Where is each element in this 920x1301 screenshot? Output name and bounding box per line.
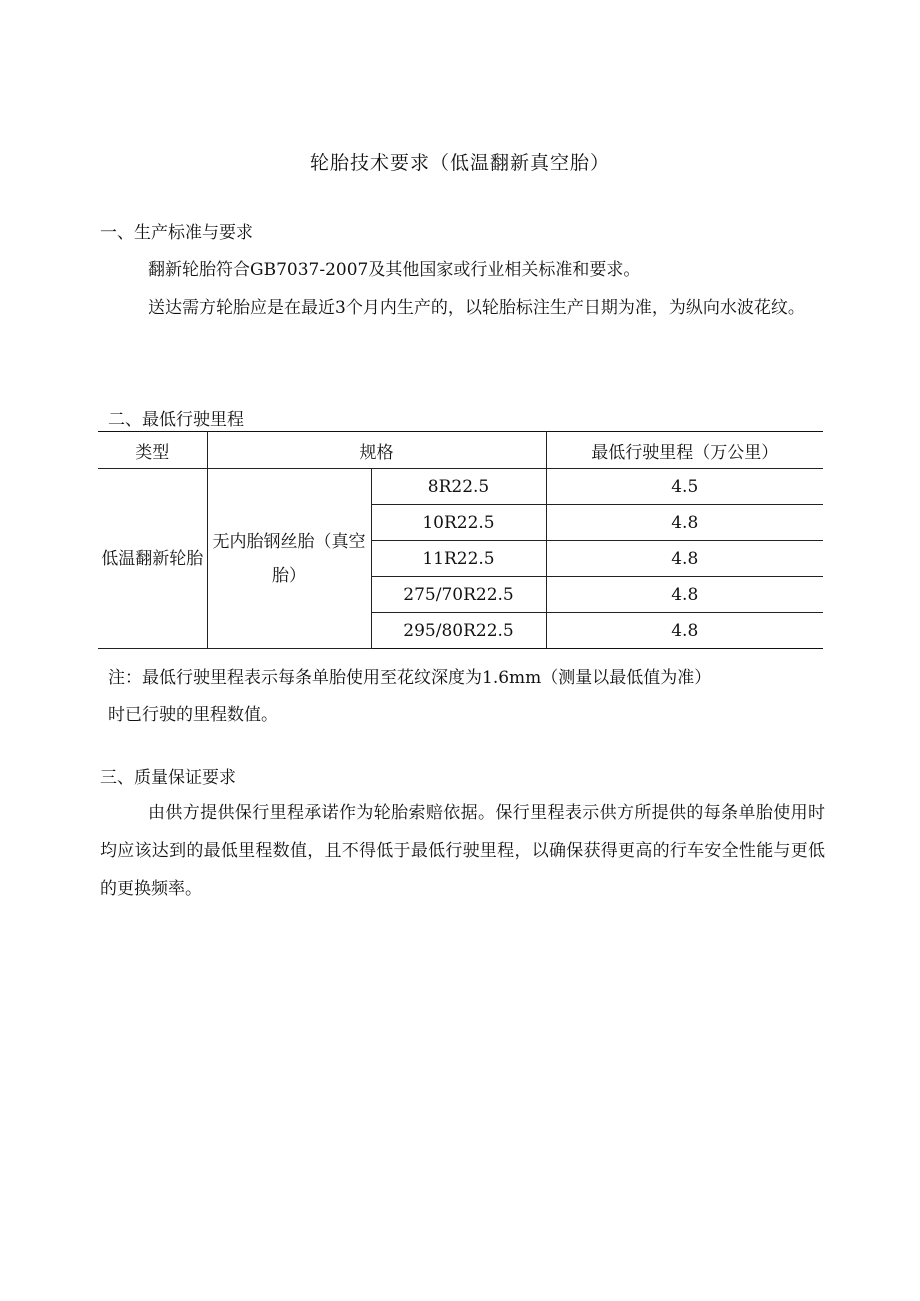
table-note-line2: 时已行驶的里程数值。: [108, 705, 278, 725]
cell-mileage: 4.8: [546, 541, 823, 577]
section2-heading: 二、最低行驶里程: [108, 410, 244, 430]
section1-heading: 一、生产标准与要求: [100, 223, 253, 243]
document-title: 轮胎技术要求（低温翻新真空胎）: [309, 152, 610, 174]
cell-mileage: 4.5: [546, 469, 823, 505]
header-type: 类型: [98, 432, 207, 469]
cell-size: 275/70R22.5: [371, 577, 546, 613]
cell-size: 11R22.5: [371, 541, 546, 577]
header-spec: 规格: [207, 432, 546, 469]
cell-type: 低温翻新轮胎: [98, 469, 207, 649]
table-note-line1: 注：最低行驶里程表示每条单胎使用至花纹深度为1.6mm（测量以最低值为准）: [108, 668, 712, 688]
section1-para1: 翻新轮胎符合GB7037-2007及其他国家或行业相关标准和要求。: [148, 260, 641, 280]
mileage-table: [98, 431, 823, 649]
cell-size: 10R22.5: [371, 505, 546, 541]
section3-para1: 由供方提供保行里程承诺作为轮胎索赔依据。保行里程表示供方所提供的每条单胎使用时均应该达到的最低里程数值，且不得低于最低行驶里程，以确保获得更高的行车安全性能与更低的更换频率。: [100, 803, 825, 899]
section1-para2: 送达需方轮胎应是在最近3个月内生产的，以轮胎标注生产日期为准，为纵向水波花纹。: [148, 298, 805, 318]
table-row: [98, 469, 823, 505]
cell-size: 295/80R22.5: [371, 613, 546, 649]
header-mileage: 最低行驶里程（万公里）: [546, 432, 823, 469]
cell-mileage: 4.8: [546, 505, 823, 541]
cell-kind: 无内胎钢丝胎（真空胎）: [207, 469, 371, 649]
cell-mileage: 4.8: [546, 613, 823, 649]
cell-size: 8R22.5: [371, 469, 546, 505]
section3-heading: 三、质量保证要求: [100, 768, 236, 788]
cell-mileage: 4.8: [546, 577, 823, 613]
table-header-row: [98, 432, 823, 469]
